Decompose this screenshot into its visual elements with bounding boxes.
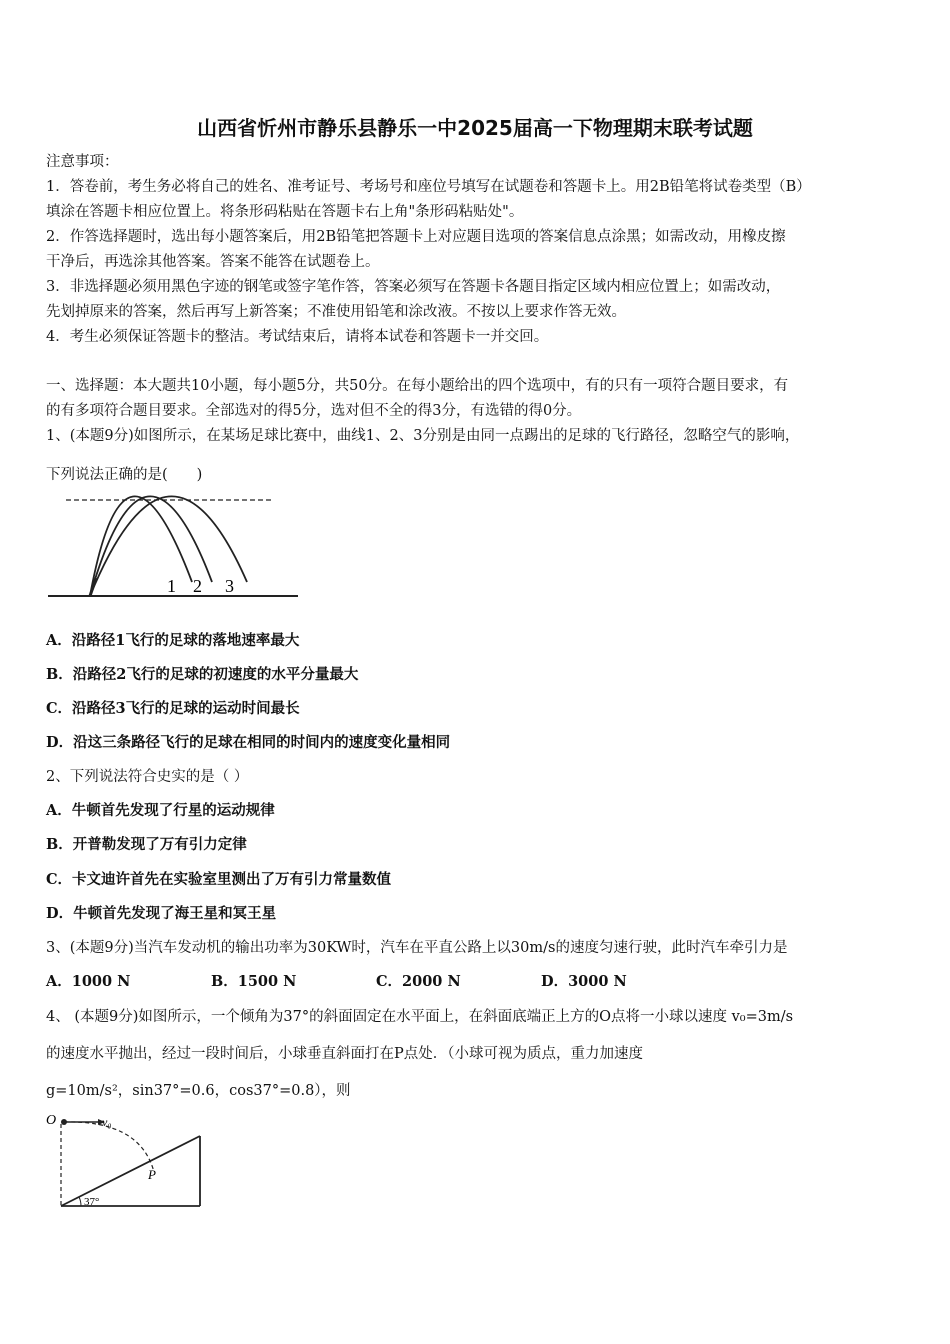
q3-options-row [46, 973, 916, 991]
notice-line-3: 2．作答选择题时，选出每小题答案后，用2B铅笔把答题卡上对应题目选项的答案信息点涂黑；如需改动，用橡皮擦 [46, 229, 786, 245]
q2-stem: 2、下列说法符合史实的是（ ） [46, 769, 249, 785]
q1-option-b: B．沿路径2飞行的足球的初速度的水平分量最大 [46, 666, 359, 683]
notice-line-2: 填涂在答题卡相应位置上。将条形码粘贴在答题卡右上角"条形码粘贴处"。 [46, 204, 524, 220]
path-label-3: 3 [225, 576, 234, 596]
notice-line-5: 3．非选择题必须用黑色字迹的钢笔或签字笔作答，答案必须写在答题卡各题目指定区域内相应位置上；如需改动， [46, 279, 781, 295]
page-title: 山西省忻州市静乐县静乐一中2025届高一下物理期末联考试题 [197, 116, 753, 140]
ball [61, 1119, 67, 1125]
projectile-path [64, 1122, 154, 1172]
q3-option-c: C．2000 N [376, 973, 461, 990]
angle-arc [79, 1197, 81, 1206]
notice-line-1: 1．答卷前，考生务必将自己的姓名、准考证号、考场号和座位号填写在试题卷和答题卡上。用2B铅笔将试卷类型（B） [46, 179, 811, 195]
path-label-1: 1 [167, 576, 176, 596]
q1-option-d: D．沿这三条路径飞行的足球在相同的时间内的速度变化量相同 [46, 734, 451, 751]
q2-option-c: C．卡文迪许首先在实验室里测出了万有引力常量数值 [46, 871, 392, 888]
q3-option-d: D．3000 N [541, 973, 627, 990]
q4-stem-line-3: g=10m/s²，sin37°=0.6，cos37°=0.8），则 [46, 1083, 351, 1099]
notice-heading: 注意事项： [46, 154, 119, 170]
q2-option-d: D．牛顿首先发现了海王星和冥王星 [46, 905, 277, 922]
q4-stem-line-2: 的速度水平抛出，经过一段时间后，小球垂直斜面打在P点处．（小球可视为质点，重力加速度 [46, 1046, 644, 1062]
q4-stem-line-1: 4、 (本题9分)如图所示，一个倾角为37°的斜面固定在水平面上，在斜面底端正上方的O点将一小球以速度 v₀=3m/s [46, 1009, 794, 1025]
q1-stem-line-1: 1、(本题9分)如图所示，在某场足球比赛中，曲线1、2、3分别是由同一点踢出的足球的飞行路径，忽略空气的影响， [46, 428, 800, 444]
q1-trajectory-figure [46, 492, 300, 602]
q3-option-b: B．1500 N [211, 973, 297, 990]
point-p-label: P [148, 1167, 156, 1182]
q1-option-a: A．沿路径1飞行的足球的落地速率最大 [46, 632, 300, 649]
path-label-2: 2 [193, 576, 202, 596]
velocity-label: v₀ [102, 1115, 112, 1129]
notice-line-6: 先划掉原来的答案，然后再写上新答案；不准使用铅笔和涂改液。不按以上要求作答无效。 [46, 304, 626, 320]
q1-stem-line-2: 下列说法正确的是( ) [46, 467, 203, 483]
incline-surface [61, 1136, 200, 1206]
section-intro-line-1: 一、选择题：本大题共10小题，每小题5分，共50分。在每小题给出的四个选项中，有的只有一项符合题目要求，有 [46, 378, 789, 394]
notice-line-4: 干净后，再选涂其他答案。答案不能答在试题卷上。 [46, 254, 380, 270]
section-intro-line-2: 的有多项符合题目要求。全部选对的得5分，选对但不全的得3分，有选错的得0分。 [46, 403, 582, 419]
q3-option-a: A．1000 N [46, 973, 131, 990]
q4-incline-figure [44, 1110, 208, 1212]
angle-label: 37° [84, 1196, 100, 1208]
q2-option-b: B．开普勒发现了万有引力定律 [46, 836, 247, 853]
q1-option-c: C．沿路径3飞行的足球的运动时间最长 [46, 700, 300, 717]
q2-option-a: A．牛顿首先发现了行星的运动规律 [46, 802, 275, 819]
origin-label: O [46, 1113, 57, 1128]
notice-line-7: 4．考生必须保证答题卡的整洁。考试结束后，请将本试卷和答题卡一并交回。 [46, 329, 549, 345]
q3-stem: 3、(本题9分)当汽车发动机的输出功率为30KW时，汽车在平直公路上以30m/s的速度匀速行驶，此时汽车牵引力是 [46, 940, 788, 956]
